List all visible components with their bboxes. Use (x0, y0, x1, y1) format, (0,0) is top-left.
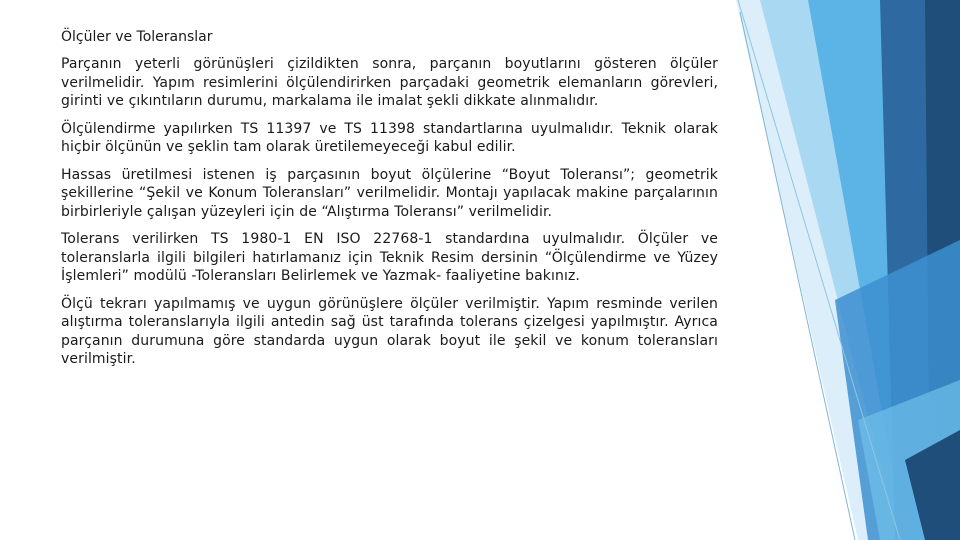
paragraph-tolerance-standard: Tolerans verilirken TS 1980-1 EN ISO 22768-1 standardına uyulmalıdır. Ölçüler ve toleranslarla ilgili bilgileri hatırlamanız için Teknik Resim dersinin “Ölçülendirme ve Yüzey İşlemleri” modülü -Toleransları Belirlemek ve Yazmak- faaliyetine bakınız. (61, 231, 718, 284)
paragraph-tolerance-types: Hassas üretilmesi istenen iş parçasının boyut ölçülerine “Boyut Toleransı”; geometrik şekillerine “Şekil ve Konum Toleransları” verilmelidir. Montajı yapılacak makine parçalarının birbirleriyle çalışan yüzeyleri için de “Alıştırma Toleransı” verilmelidir. (61, 166, 718, 220)
paragraph-drawing-notes: Ölçü tekrarı yapılmamış ve uygun görünüşlere ölçüler verilmiştir. Yapım resminde verilen alıştırma toleranslarıyla ilgili antedin sağ üst tarafında tolerans çizelgesi yapılmıştır. Ayrıca parçanın durumuna göre standarda uygun olarak boyut ile şekil ve konum toleransları verilmiştir. (61, 295, 718, 367)
slide-title: Ölçüler ve Toleranslar (61, 29, 213, 45)
paragraph-dimensioning-intro: Parçanın yeterli görünüşleri çizildikten sonra, parçanın boyutlarını gösteren ölçüler verilmelidir. Yapım resimlerini ölçülendirirken parçadaki geometrik elemanların görevleri, girinti ve çıkıntıların durumu, markalama ile imalat şekli dikkate alınmalıdır. (61, 56, 718, 109)
paragraph-standards: Ölçülendirme yapılırken TS 11397 ve TS 11398 standartlarına uyulmalıdır. Teknik olarak hiçbir ölçünün ve şeklin tam olarak üretilemeyeceği kabul edilir. (61, 120, 718, 155)
slide-content (61, 27, 718, 378)
